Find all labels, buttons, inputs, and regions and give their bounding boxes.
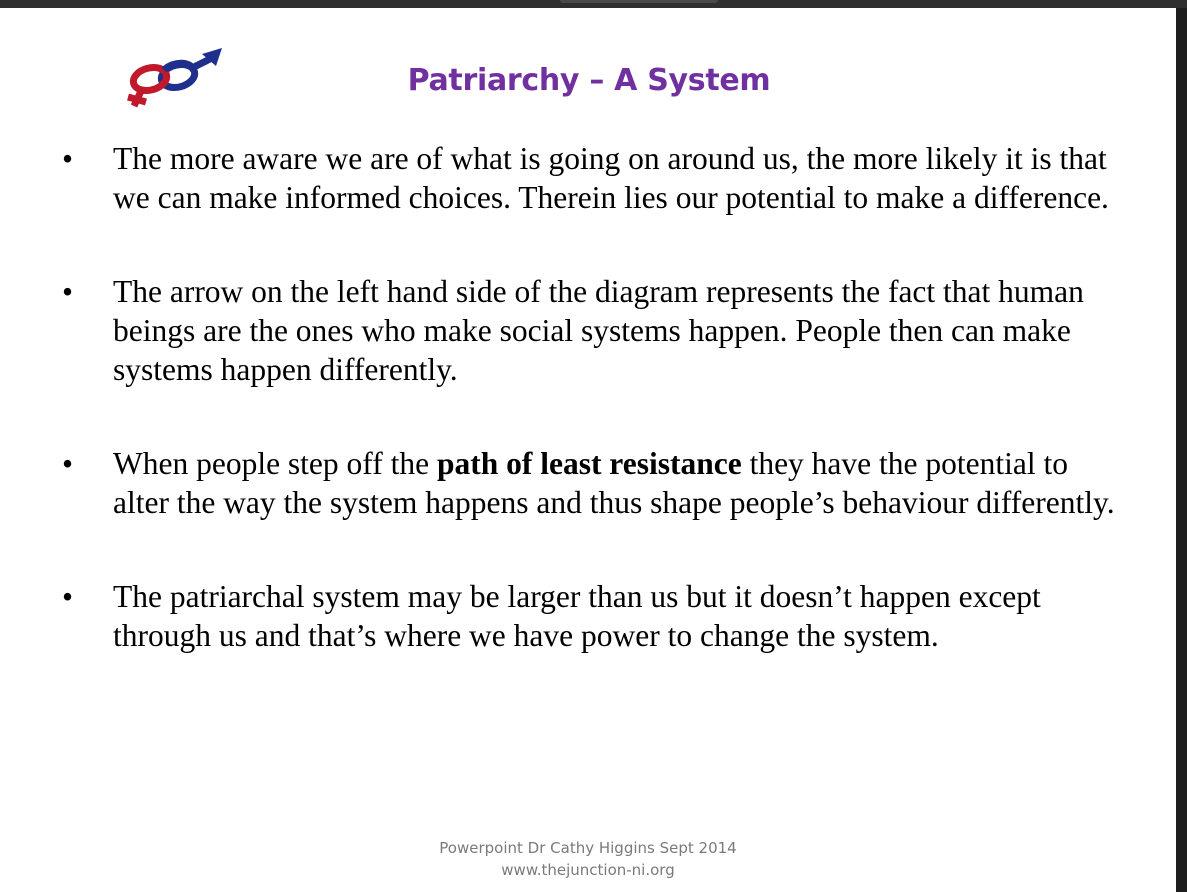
slide <box>0 8 1176 892</box>
bullet-text-before: When people step off the <box>113 446 437 481</box>
footer-credit: Powerpoint Dr Cathy Higgins Sept 2014 <box>439 839 737 857</box>
bullet-item <box>62 272 1122 389</box>
bullet-list <box>62 139 1122 655</box>
bullet-marker: • <box>62 446 74 481</box>
slide-footer <box>388 837 788 881</box>
bullet-text-emphasis: path of least resistance <box>436 446 742 481</box>
viewer-top-bar <box>0 0 1187 8</box>
bullet-item <box>62 444 1122 522</box>
slide-title: Patriarchy – A System <box>407 63 771 98</box>
footer-website: www.thejunction-ni.org <box>501 861 675 879</box>
bullet-text: The arrow on the left hand side of the diagram represents the fact that human beings are the ones who make social systems happen. People then can make systems happen differently. <box>113 274 1084 387</box>
bullet-marker: • <box>62 274 74 309</box>
gender-symbols-icon <box>120 46 224 108</box>
viewer-right-edge <box>1176 8 1187 892</box>
bullet-marker: • <box>62 579 74 614</box>
viewer-tab-indicator <box>560 0 718 3</box>
bullet-text: The more aware we are of what is going on around us, the more likely it is that we can make informed choices. Therein lies our potential to make a difference. <box>113 141 1109 215</box>
bullet-text-after: they have the potential to alter the way the system happens and thus shape people’s behaviour differently. <box>113 446 1115 520</box>
bullet-text: The patriarchal system may be larger than us but it doesn’t happen except through us and that’s where we have power to change the system. <box>113 579 1041 653</box>
bullet-marker: • <box>62 141 74 176</box>
bullet-item <box>62 139 1122 217</box>
bullet-item <box>62 577 1122 655</box>
